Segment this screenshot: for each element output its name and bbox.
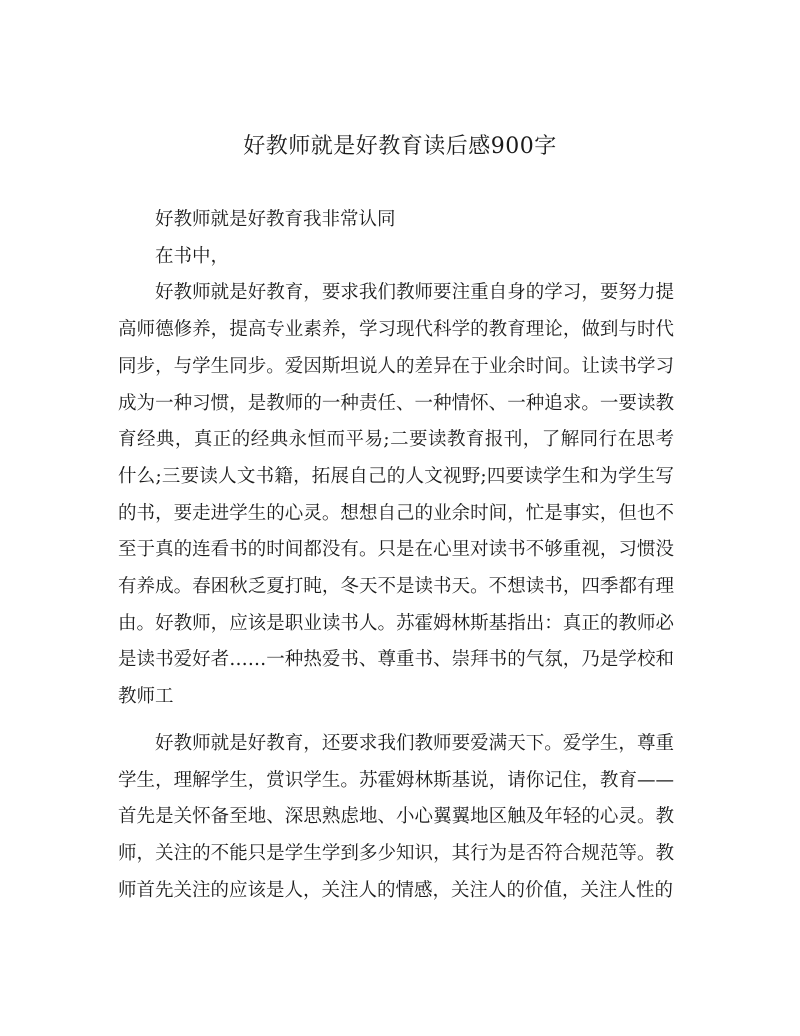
paragraph-2: 在书中， [155,245,230,267]
document-title: 好教师就是好教育读后感900字 [243,134,557,159]
paragraph-3: 好教师就是好教育，要求我们教师要注重自身的学习，要努力提高师德修养，提高专业素养，学习现代科学的教育理论，做到与时代同步，与学生同步。爱因斯坦说人的差异在于业余时间。让读书学习成为一种习惯，是教师的一种责任、一种情怀、一种追求。一要读教育经典，真正的经典永恒而平易;二要读教育报刊，了解同行在思考什么;三要读人文书籍，拓展自己的人文视野;四要读学生和为学生写的书，要走进学生的心灵。想想自己的业余时间，忙是事实，但也不至于真的连看书的时间都没有。只是在心里对读书不够重视，习惯没有养成。春困秋乏夏打盹，冬天不是读书天。不想读书，四季都有理由。好教师，应该是职业读书人。苏霍姆林斯基指出：真正的教师必是读书爱好者……一种热爱书、尊重书、崇拜书的气氛，乃是学校和教师工 [118,282,674,708]
paragraph-1: 好教师就是好教育我非常认同 [155,209,396,230]
paragraph-4: 好教师就是好教育，还要求我们教师要爱满天下。爱学生，尊重学生，理解学生，赏识学生。苏霍姆林斯基说，请你记住，教育——首先是关怀备至地、深思熟虑地、小心翼翼地区触及年轻的心灵。教师，关注的不能只是学生学到多少知识，其行为是否符合规范等。教师首先关注的应该是人，关注人的情感，关注人的价值，关注人性的 [118,732,674,901]
document-body [118,202,674,909]
